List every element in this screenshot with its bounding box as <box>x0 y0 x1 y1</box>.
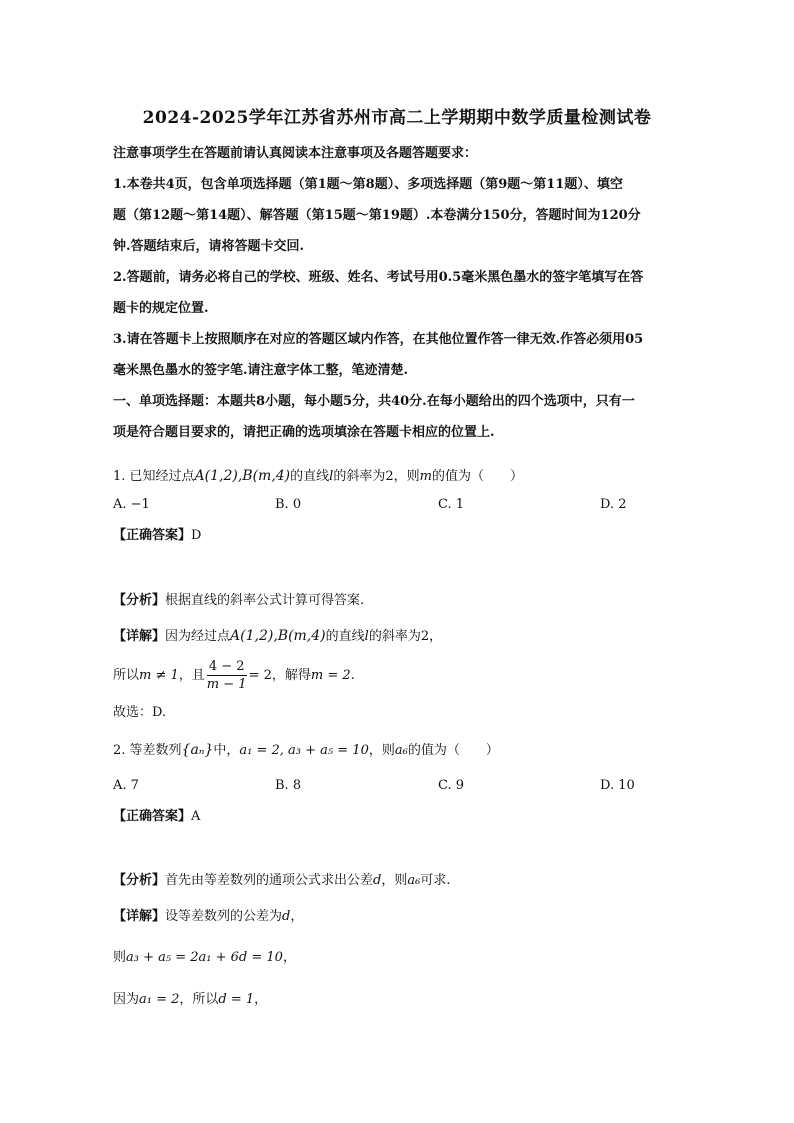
q1-detail-text-b: 的直线 <box>325 629 365 644</box>
q2-stem-text-d: 的值为（ ） <box>407 743 499 758</box>
q1-step-end: . <box>350 668 355 683</box>
q2-sequence: {aₙ} <box>181 742 214 758</box>
q1-slope-fraction <box>207 658 247 693</box>
q2-target: a₆ <box>394 743 408 758</box>
q1-var-m: m <box>419 469 432 484</box>
q2-eq2-text-b: ，所以 <box>179 992 219 1007</box>
q1-option-d: D. 2 <box>600 497 627 512</box>
q1-option-a: A. −1 <box>113 497 150 512</box>
notice-item-3-line-1: 3.请在答题卡上按照顺序在对应的答题区域内作答，在其他位置作答一律无效.作答必须用05 <box>113 332 644 347</box>
section-1-line-1: 一、单项选择题：本题共8小题，每小题5分，共40分.在每小题给出的四个选项中，只有一 <box>113 394 635 409</box>
q2-detail-text: 设等差数列的公差为 <box>165 909 283 924</box>
q1-step-text-c: ，解得 <box>271 668 311 683</box>
notice-item-1-line-1: 1.本卷共4页，包含单项选择题（第1题～第8题）、多项选择题（第9题～第11题）、填空 <box>113 177 623 192</box>
q2-equation-2 <box>113 990 685 1010</box>
q1-answer <box>113 526 685 546</box>
notice-item-3-line-2: 毫米黑色墨水的签字笔.请注意字体工整，笔迹清楚. <box>113 363 409 378</box>
q2-detail-end: ， <box>290 909 304 924</box>
q1-stem-text-d: 的值为（ ） <box>431 469 523 484</box>
q2-analysis-var-d: d <box>373 873 382 888</box>
q2-option-d: D. 10 <box>600 778 635 793</box>
q1-answer-value: D <box>191 528 202 543</box>
q2-option-b: B. 8 <box>275 778 302 793</box>
q1-stem-text-c: 的斜率为2，则 <box>333 469 420 484</box>
q1-step <box>113 658 685 694</box>
q1-step-text-b: ，且 <box>178 668 205 683</box>
q2-stem-text-b: 中， <box>213 743 240 758</box>
q2-eq2-end: ， <box>254 992 268 1007</box>
q1-step-m-neq: m ≠ 1 <box>139 668 179 683</box>
notice-item-2-line-1: 2.答题前，请务必将自己的学校、班级、姓名、考试号用0.5毫米黑色墨水的签字笔填写在答 <box>113 270 644 285</box>
q1-option-b: B. 0 <box>275 497 302 512</box>
q1-stem-text-a: 1. 已知经过点 <box>113 469 195 484</box>
section-1-line-2: 项是符合题目要求的，请把正确的选项填涂在答题卡相应的位置上. <box>113 425 495 440</box>
q2-stem-text-c: ，则 <box>368 743 395 758</box>
q1-step-result: m = 2 <box>310 668 351 683</box>
q2-stem <box>113 740 685 761</box>
q1-analysis-text: 根据直线的斜率公式计算可得答案. <box>165 593 365 608</box>
q2-eq2-text-a: 因为 <box>113 992 140 1007</box>
q1-option-c: C. 1 <box>438 497 465 512</box>
q1-conclusion: 故选：D. <box>113 705 167 720</box>
q1-fraction-denominator: m − 1 <box>206 677 247 692</box>
q2-analysis-text-c: 可求. <box>420 873 451 888</box>
q1-fraction-numerator: 4 − 2 <box>207 658 247 676</box>
q1-stem <box>113 466 685 487</box>
q2-eq1-formula: a₃ + a₅ = 2a₁ + 6d = 10 <box>126 950 283 965</box>
q2-analysis-text-a: 首先由等差数列的通项公式求出公差 <box>165 873 374 888</box>
notice-heading: 注意事项学生在答题前请认真阅读本注意事项及各题答题要求： <box>113 146 478 161</box>
q1-points: A(1,2),B(m,4) <box>194 468 291 484</box>
q1-analysis-label: 【分析】 <box>113 593 166 608</box>
q2-answer-label: 【正确答案】 <box>113 809 192 824</box>
q1-detail-var-l: l <box>364 629 369 644</box>
q1-detail-points: A(1,2),B(m,4) <box>230 628 326 644</box>
q2-condition: a₁ = 2, a₃ + a₅ = 10 <box>239 743 369 758</box>
q1-fraction-rhs: = 2 <box>248 668 272 683</box>
q2-answer <box>113 807 685 827</box>
q1-detail-label: 【详解】 <box>113 629 166 644</box>
q2-analysis-text-b: ，则 <box>381 873 408 888</box>
q1-detail-text-a: 因为经过点 <box>165 629 231 644</box>
q1-step-text-a: 所以 <box>113 668 140 683</box>
q2-eq2-formula: a₁ = 2 <box>139 992 180 1007</box>
q1-var-l: l <box>329 469 334 484</box>
q2-option-c: C. 9 <box>438 778 465 793</box>
q2-equation-1 <box>113 948 685 968</box>
q2-analysis-label: 【分析】 <box>113 873 166 888</box>
page-title: 2024-2025学年江苏省苏州市高二上学期期中数学质量检测试卷 <box>142 108 652 128</box>
q1-stem-text-b: 的直线 <box>290 469 330 484</box>
q2-eq2-result: d = 1 <box>218 992 255 1007</box>
q2-analysis <box>113 871 685 891</box>
q2-detail-label: 【详解】 <box>113 909 166 924</box>
q2-eq1-text: 则 <box>113 950 127 965</box>
q2-stem-text-a: 2. 等差数列 <box>113 743 182 758</box>
q2-analysis-target: a₆ <box>407 873 421 888</box>
notice-item-1-line-2: 题（第12题～第14题）、解答题（第15题～第19题）.本卷满分150分，答题时间为120分 <box>113 208 641 223</box>
q2-detail <box>113 907 685 927</box>
q1-analysis <box>113 591 685 611</box>
q2-eq1-end: ， <box>282 950 296 965</box>
q1-detail <box>113 626 685 647</box>
notice-item-1-line-3: 钟.答题结束后，请将答题卡交回. <box>113 239 305 254</box>
q1-detail-text-c: 的斜率为2， <box>368 629 443 644</box>
q2-detail-var-d: d <box>282 909 291 924</box>
q2-option-a: A. 7 <box>113 778 139 793</box>
notice-item-2-line-2: 题卡的规定位置. <box>113 301 209 316</box>
q1-answer-label: 【正确答案】 <box>113 528 192 543</box>
q2-answer-value: A <box>191 809 201 824</box>
